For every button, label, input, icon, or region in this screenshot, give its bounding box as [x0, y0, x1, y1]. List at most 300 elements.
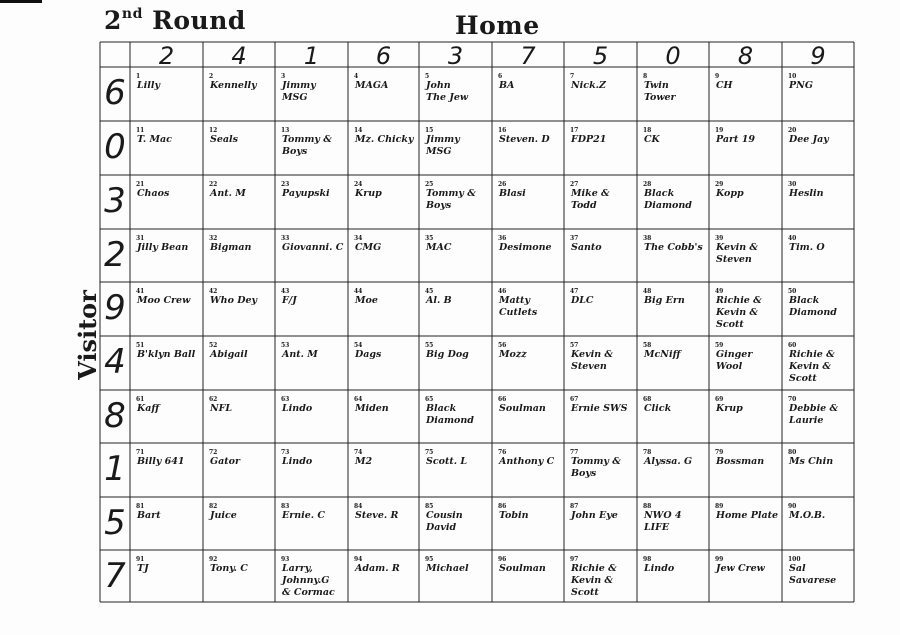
visitor-digit-1: 6	[104, 73, 126, 113]
visitor-digit-5: 9	[104, 288, 126, 328]
square-number: 48	[643, 288, 652, 295]
square-name: Bart	[137, 510, 161, 521]
home-digit-7: 5	[592, 42, 609, 70]
square-35	[419, 229, 492, 282]
square-92	[203, 550, 275, 602]
square-name: Bigman	[210, 242, 252, 253]
square-name: Gator	[210, 456, 240, 467]
square-number: 80	[788, 449, 797, 456]
square-number: 36	[498, 235, 507, 242]
square-number: 30	[788, 181, 797, 188]
square-name: Soulman	[499, 403, 546, 414]
square-number: 18	[643, 127, 652, 134]
square-name: Kevin & Steven	[571, 349, 614, 372]
square-name: Kaff	[137, 403, 160, 414]
square-22	[203, 175, 275, 229]
square-49	[709, 282, 782, 336]
square-number: 29	[715, 181, 724, 188]
square-94	[348, 550, 419, 602]
square-20	[782, 121, 854, 175]
square-number: 76	[498, 449, 507, 456]
square-number: 51	[136, 342, 145, 349]
square-number: 50	[788, 288, 797, 295]
square-name: CMG	[355, 242, 382, 253]
square-name: Ant. M	[282, 349, 318, 360]
square-name: Adam. R	[355, 563, 400, 574]
square-65	[419, 390, 492, 443]
visitor-digit-6: 4	[104, 342, 126, 382]
square-number: 17	[570, 127, 579, 134]
square-33	[275, 229, 348, 282]
square-number: 37	[570, 235, 579, 242]
square-name: Lindo	[282, 456, 313, 467]
square-number: 11	[136, 127, 145, 134]
square-name: Seals	[210, 134, 239, 145]
square-number: 62	[209, 396, 218, 403]
square-name: Steve. R	[355, 510, 399, 521]
square-number: 65	[425, 396, 434, 403]
square-3	[275, 67, 348, 121]
square-name: Anthony C	[499, 456, 555, 467]
square-number: 87	[570, 503, 579, 510]
square-number: 46	[498, 288, 507, 295]
square-number: 92	[209, 556, 218, 563]
square-61	[130, 390, 203, 443]
square-34	[348, 229, 419, 282]
square-number: 47	[570, 288, 579, 295]
square-number: 70	[788, 396, 797, 403]
square-74	[348, 443, 419, 497]
square-number: 82	[209, 503, 218, 510]
square-81	[130, 497, 203, 550]
visitor-digit-8: 1	[104, 449, 126, 489]
square-name: Blasi	[499, 188, 526, 199]
square-number: 85	[425, 503, 434, 510]
square-name: Jimmy MSG	[426, 134, 460, 157]
square-name: Ernie. C	[282, 510, 325, 521]
square-name: Home Plate	[716, 510, 779, 521]
square-9	[709, 67, 782, 121]
square-69	[709, 390, 782, 443]
square-name: Ernie SWS	[571, 403, 628, 414]
square-name: Larry, Johnny.G & Cormac	[282, 563, 335, 598]
square-number: 6	[498, 73, 503, 80]
square-name: M2	[355, 456, 373, 467]
square-name: Big Dog	[426, 349, 469, 360]
home-digit-6: 7	[520, 42, 536, 70]
square-number: 32	[209, 235, 218, 242]
square-name: Dags	[355, 349, 382, 360]
visitor-digit-10: 7	[104, 556, 126, 596]
square-number: 5	[425, 73, 430, 80]
square-23	[275, 175, 348, 229]
square-number: 35	[425, 235, 434, 242]
square-59	[709, 336, 782, 390]
square-number: 55	[425, 342, 434, 349]
square-name: Ms Chin	[789, 456, 834, 467]
square-54	[348, 336, 419, 390]
home-digit-1: 2	[158, 42, 175, 70]
square-number: 28	[643, 181, 652, 188]
square-number: 20	[788, 127, 797, 134]
square-name: T. Mac	[137, 134, 172, 145]
square-name: Tim. O	[789, 242, 825, 253]
square-number: 88	[643, 503, 652, 510]
square-number: 21	[136, 181, 145, 188]
square-number: 23	[281, 181, 290, 188]
square-name: TJ	[137, 563, 149, 574]
square-name: Nick.Z	[571, 80, 606, 91]
square-number: 96	[498, 556, 507, 563]
square-6	[492, 67, 564, 121]
square-21	[130, 175, 203, 229]
visitor-digit-4: 2	[104, 235, 126, 275]
square-60	[782, 336, 854, 390]
square-number: 81	[136, 503, 145, 510]
square-name: Moo Crew	[137, 295, 191, 306]
square-79	[709, 443, 782, 497]
square-name: Kopp	[716, 188, 744, 199]
square-number: 63	[281, 396, 290, 403]
square-98	[637, 550, 709, 602]
square-number: 49	[715, 288, 724, 295]
square-43	[275, 282, 348, 336]
square-name: Ant. M	[210, 188, 246, 199]
square-39	[709, 229, 782, 282]
square-100	[782, 550, 854, 602]
square-86	[492, 497, 564, 550]
square-number: 69	[715, 396, 724, 403]
square-number: 26	[498, 181, 507, 188]
square-78	[637, 443, 709, 497]
square-48	[637, 282, 709, 336]
square-47	[564, 282, 637, 336]
home-digit-4: 6	[375, 42, 392, 70]
square-12	[203, 121, 275, 175]
square-name: Dee Jay	[789, 134, 829, 145]
square-name: Giovanni. C	[282, 242, 344, 253]
home-digit-9: 8	[737, 42, 754, 70]
square-name: Santo	[571, 242, 602, 253]
square-16	[492, 121, 564, 175]
square-name: Black Diamond	[426, 403, 474, 426]
square-number: 60	[788, 342, 797, 349]
square-73	[275, 443, 348, 497]
square-name: FDP21	[571, 134, 607, 145]
visitor-digit-2: 0	[104, 127, 126, 167]
square-name: Kennelly	[210, 80, 257, 91]
square-name: Desimone	[499, 242, 552, 253]
square-number: 95	[425, 556, 434, 563]
square-number: 59	[715, 342, 724, 349]
square-45	[419, 282, 492, 336]
square-name: Jimmy MSG	[282, 80, 316, 103]
square-name: Tommy & Boys	[282, 134, 332, 157]
square-number: 40	[788, 235, 797, 242]
square-name: Mozz	[499, 349, 527, 360]
square-70	[782, 390, 854, 443]
square-25	[419, 175, 492, 229]
square-number: 31	[136, 235, 145, 242]
square-number: 71	[136, 449, 145, 456]
square-number: 89	[715, 503, 724, 510]
square-name: Krup	[716, 403, 743, 414]
square-name: Black Diamond	[789, 295, 837, 318]
square-number: 73	[281, 449, 290, 456]
square-27	[564, 175, 637, 229]
square-name: CH	[716, 80, 733, 91]
square-57	[564, 336, 637, 390]
square-name: Steven. D	[499, 134, 550, 145]
square-56	[492, 336, 564, 390]
square-number: 16	[498, 127, 507, 134]
square-number: 54	[354, 342, 363, 349]
square-18	[637, 121, 709, 175]
square-name: Chaos	[137, 188, 170, 199]
square-28	[637, 175, 709, 229]
square-number: 10	[788, 73, 797, 80]
square-40	[782, 229, 854, 282]
square-name: M.O.B.	[789, 510, 826, 521]
square-name: Lindo	[644, 563, 675, 574]
square-name: Richie & Kevin & Scott	[789, 349, 835, 384]
square-name: Michael	[426, 563, 469, 574]
square-24	[348, 175, 419, 229]
square-5	[419, 67, 492, 121]
square-name: Juice	[210, 510, 237, 521]
square-number: 90	[788, 503, 797, 510]
square-name: Moe	[355, 295, 378, 306]
square-name: John Eye	[571, 510, 618, 521]
square-72	[203, 443, 275, 497]
square-13	[275, 121, 348, 175]
square-number: 42	[209, 288, 218, 295]
square-name: John The Jew	[426, 80, 469, 103]
square-76	[492, 443, 564, 497]
square-62	[203, 390, 275, 443]
square-name: Jilly Bean	[137, 242, 189, 253]
square-name: BA	[499, 80, 515, 91]
square-name: Part 19	[716, 134, 755, 145]
square-number: 66	[498, 396, 507, 403]
square-number: 39	[715, 235, 724, 242]
square-name: Alyssa. G	[644, 456, 693, 467]
square-31	[130, 229, 203, 282]
square-15	[419, 121, 492, 175]
visitor-digit-9: 5	[104, 503, 126, 543]
square-number: 61	[136, 396, 145, 403]
square-2	[203, 67, 275, 121]
square-99	[709, 550, 782, 602]
square-name: Payupski	[282, 188, 330, 199]
square-number: 34	[354, 235, 363, 242]
square-58	[637, 336, 709, 390]
square-number: 4	[354, 73, 359, 80]
square-93	[275, 550, 348, 602]
square-number: 100	[788, 556, 801, 563]
home-title: Home	[455, 11, 540, 40]
square-number: 33	[281, 235, 290, 242]
square-name: Krup	[355, 188, 382, 199]
square-number: 3	[281, 73, 286, 80]
square-67	[564, 390, 637, 443]
square-name: MAC	[426, 242, 452, 253]
home-digit-2: 4	[231, 42, 247, 70]
square-name: McNiff	[644, 349, 681, 360]
square-41	[130, 282, 203, 336]
square-name: CK	[644, 134, 660, 145]
square-50	[782, 282, 854, 336]
square-63	[275, 390, 348, 443]
square-name: Richie & Kevin & Scott	[571, 563, 617, 598]
square-name: Lilly	[137, 80, 161, 91]
square-1	[130, 67, 203, 121]
square-number: 2	[209, 73, 214, 80]
visitor-title: Visitor	[73, 290, 102, 380]
square-96	[492, 550, 564, 602]
square-name: Mike & Todd	[571, 188, 610, 211]
square-name: Lindo	[282, 403, 313, 414]
square-14	[348, 121, 419, 175]
square-number: 7	[570, 73, 575, 80]
square-89	[709, 497, 782, 550]
square-number: 93	[281, 556, 290, 563]
square-number: 27	[570, 181, 579, 188]
square-number: 67	[570, 396, 579, 403]
square-name: Debbie & Laurie	[789, 403, 839, 426]
square-number: 13	[281, 127, 290, 134]
square-name: NWO 4 LIFE	[644, 510, 682, 533]
square-51	[130, 336, 203, 390]
square-number: 12	[209, 127, 218, 134]
square-number: 45	[425, 288, 434, 295]
square-number: 72	[209, 449, 218, 456]
square-29	[709, 175, 782, 229]
square-name: Kevin & Steven	[716, 242, 759, 265]
square-85	[419, 497, 492, 550]
square-name: Al. B	[426, 295, 452, 306]
square-name: Big Ern	[644, 295, 685, 306]
square-number: 86	[498, 503, 507, 510]
square-80	[782, 443, 854, 497]
square-53	[275, 336, 348, 390]
square-name: Miden	[355, 403, 389, 414]
square-4	[348, 67, 419, 121]
square-name: The Cobb's	[644, 242, 703, 253]
square-71	[130, 443, 203, 497]
square-name: Cousin David	[426, 510, 463, 533]
square-91	[130, 550, 203, 602]
square-38	[637, 229, 709, 282]
square-name: Scott. L	[426, 456, 468, 467]
square-name: B'klyn Ball	[137, 349, 196, 360]
square-name: Who Dey	[210, 295, 258, 306]
square-32	[203, 229, 275, 282]
square-name: Richie & Kevin & Scott	[716, 295, 762, 330]
square-name: Tobin	[499, 510, 529, 521]
square-number: 77	[570, 449, 579, 456]
square-88	[637, 497, 709, 550]
visitor-digit-3: 3	[104, 181, 126, 221]
square-number: 25	[425, 181, 434, 188]
square-name: Mz. Chicky	[355, 134, 414, 145]
square-number: 97	[570, 556, 579, 563]
square-number: 57	[570, 342, 579, 349]
square-44	[348, 282, 419, 336]
square-name: Soulman	[499, 563, 546, 574]
square-77	[564, 443, 637, 497]
square-number: 84	[354, 503, 363, 510]
square-64	[348, 390, 419, 443]
square-66	[492, 390, 564, 443]
square-83	[275, 497, 348, 550]
square-number: 22	[209, 181, 218, 188]
square-84	[348, 497, 419, 550]
square-19	[709, 121, 782, 175]
square-name: Twin Tower	[644, 80, 676, 103]
visitor-digit-7: 8	[104, 396, 126, 436]
square-42	[203, 282, 275, 336]
square-26	[492, 175, 564, 229]
square-number: 53	[281, 342, 290, 349]
square-number: 98	[643, 556, 652, 563]
square-90	[782, 497, 854, 550]
square-number: 14	[354, 127, 363, 134]
home-digit-8: 0	[665, 42, 681, 70]
square-number: 43	[281, 288, 290, 295]
square-11	[130, 121, 203, 175]
square-name: Heslin	[789, 188, 824, 199]
square-87	[564, 497, 637, 550]
square-number: 68	[643, 396, 652, 403]
square-number: 9	[715, 73, 720, 80]
square-number: 99	[715, 556, 724, 563]
square-number: 8	[643, 73, 648, 80]
square-46	[492, 282, 564, 336]
square-number: 44	[354, 288, 363, 295]
square-name: NFL	[210, 403, 233, 414]
square-number: 79	[715, 449, 724, 456]
home-digit-5: 3	[447, 42, 464, 70]
square-number: 83	[281, 503, 290, 510]
round-title: 2nd Round	[104, 6, 246, 35]
square-name: Jew Crew	[716, 563, 765, 574]
square-name: Abigail	[210, 349, 248, 360]
square-55	[419, 336, 492, 390]
square-97	[564, 550, 637, 602]
square-10	[782, 67, 854, 121]
square-number: 15	[425, 127, 434, 134]
square-68	[637, 390, 709, 443]
square-95	[419, 550, 492, 602]
square-75	[419, 443, 492, 497]
square-number: 19	[715, 127, 724, 134]
square-number: 56	[498, 342, 507, 349]
square-name: F/J	[282, 295, 297, 306]
square-number: 38	[643, 235, 652, 242]
square-number: 24	[354, 181, 363, 188]
square-name: Billy 641	[137, 456, 185, 467]
square-number: 1	[136, 73, 141, 80]
square-name: Click	[644, 403, 672, 414]
square-52	[203, 336, 275, 390]
square-number: 52	[209, 342, 218, 349]
square-name: Bossman	[716, 456, 765, 467]
square-36	[492, 229, 564, 282]
square-name: Tommy & Boys	[571, 456, 621, 479]
square-number: 58	[643, 342, 652, 349]
square-37	[564, 229, 637, 282]
